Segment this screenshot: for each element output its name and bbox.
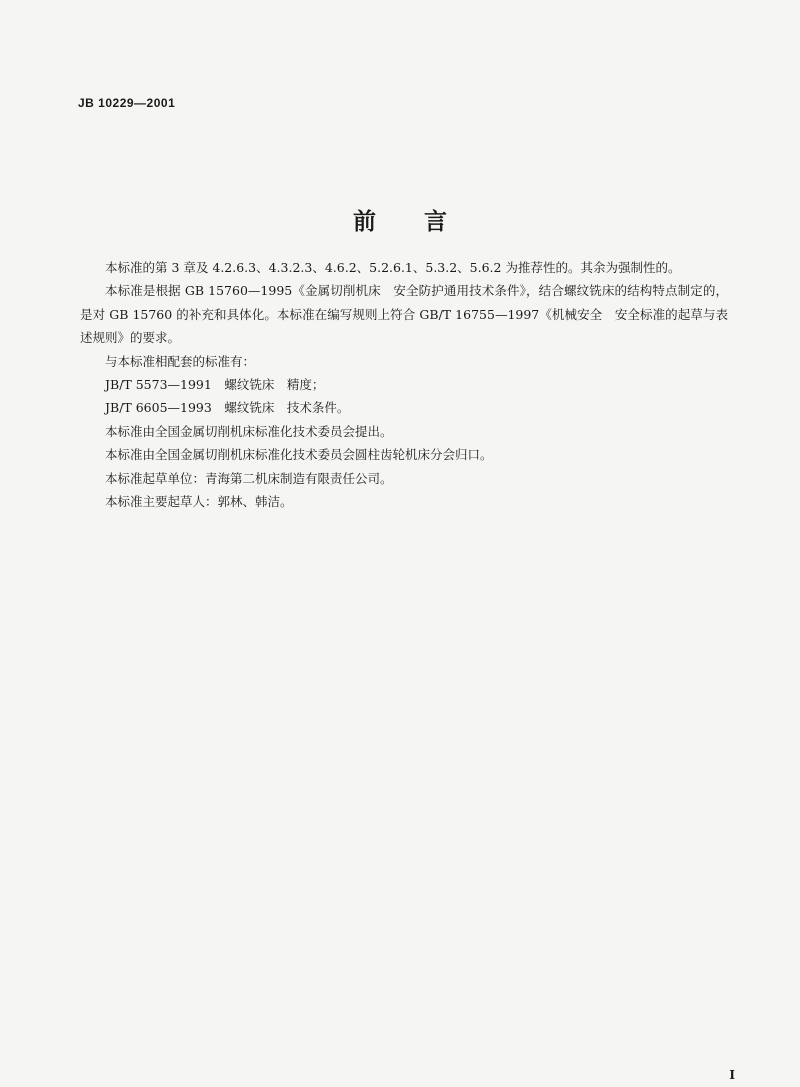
paragraph-related-standard-technical: JB/T 6605—1993 螺纹铣床 技术条件。 bbox=[105, 400, 350, 416]
paragraph-related-standards-intro: 与本标准相配套的标准有： bbox=[105, 353, 256, 369]
paragraph-proposed-by: 本标准由全国金属切削机床标准化技术委员会提出。 bbox=[105, 423, 393, 439]
preface-title: 前言 bbox=[353, 208, 495, 235]
paragraph-related-standard-accuracy: JB/T 5573—1991 螺纹铣床 精度； bbox=[105, 377, 325, 393]
page-number: I bbox=[729, 1068, 735, 1082]
standard-code: JB 10229—2001 bbox=[78, 96, 176, 110]
paragraph-recommended-clauses: 本标准的第 3 章及 4.2.6.3、4.3.2.3、4.6.2、5.2.6.1、5.3.2、5.6.2 为推荐性的。其余为强制性的。 bbox=[105, 260, 681, 275]
paragraph-drafting-organization: 本标准起草单位：青海第二机床制造有限责任公司。 bbox=[105, 470, 393, 486]
paragraph-administered-by: 本标准由全国金属切削机床标准化技术委员会圆柱齿轮机床分会归口。 bbox=[105, 447, 493, 463]
paragraph-main-drafters: 本标准主要起草人：郭林、韩洁。 bbox=[105, 494, 293, 510]
paragraph-basis: 本标准是根据 GB 15760—1995《金属切削机床 安全防护通用技术条件》，结合螺纹铣床的结构特点制定的，是对 GB 15760 的补充和具体化。本标准在编写规则上符合 GB/T 16755—1997《机械安全 安全标准的起草与表述规则》的要求。 bbox=[80, 283, 728, 346]
preface-body bbox=[80, 256, 728, 513]
